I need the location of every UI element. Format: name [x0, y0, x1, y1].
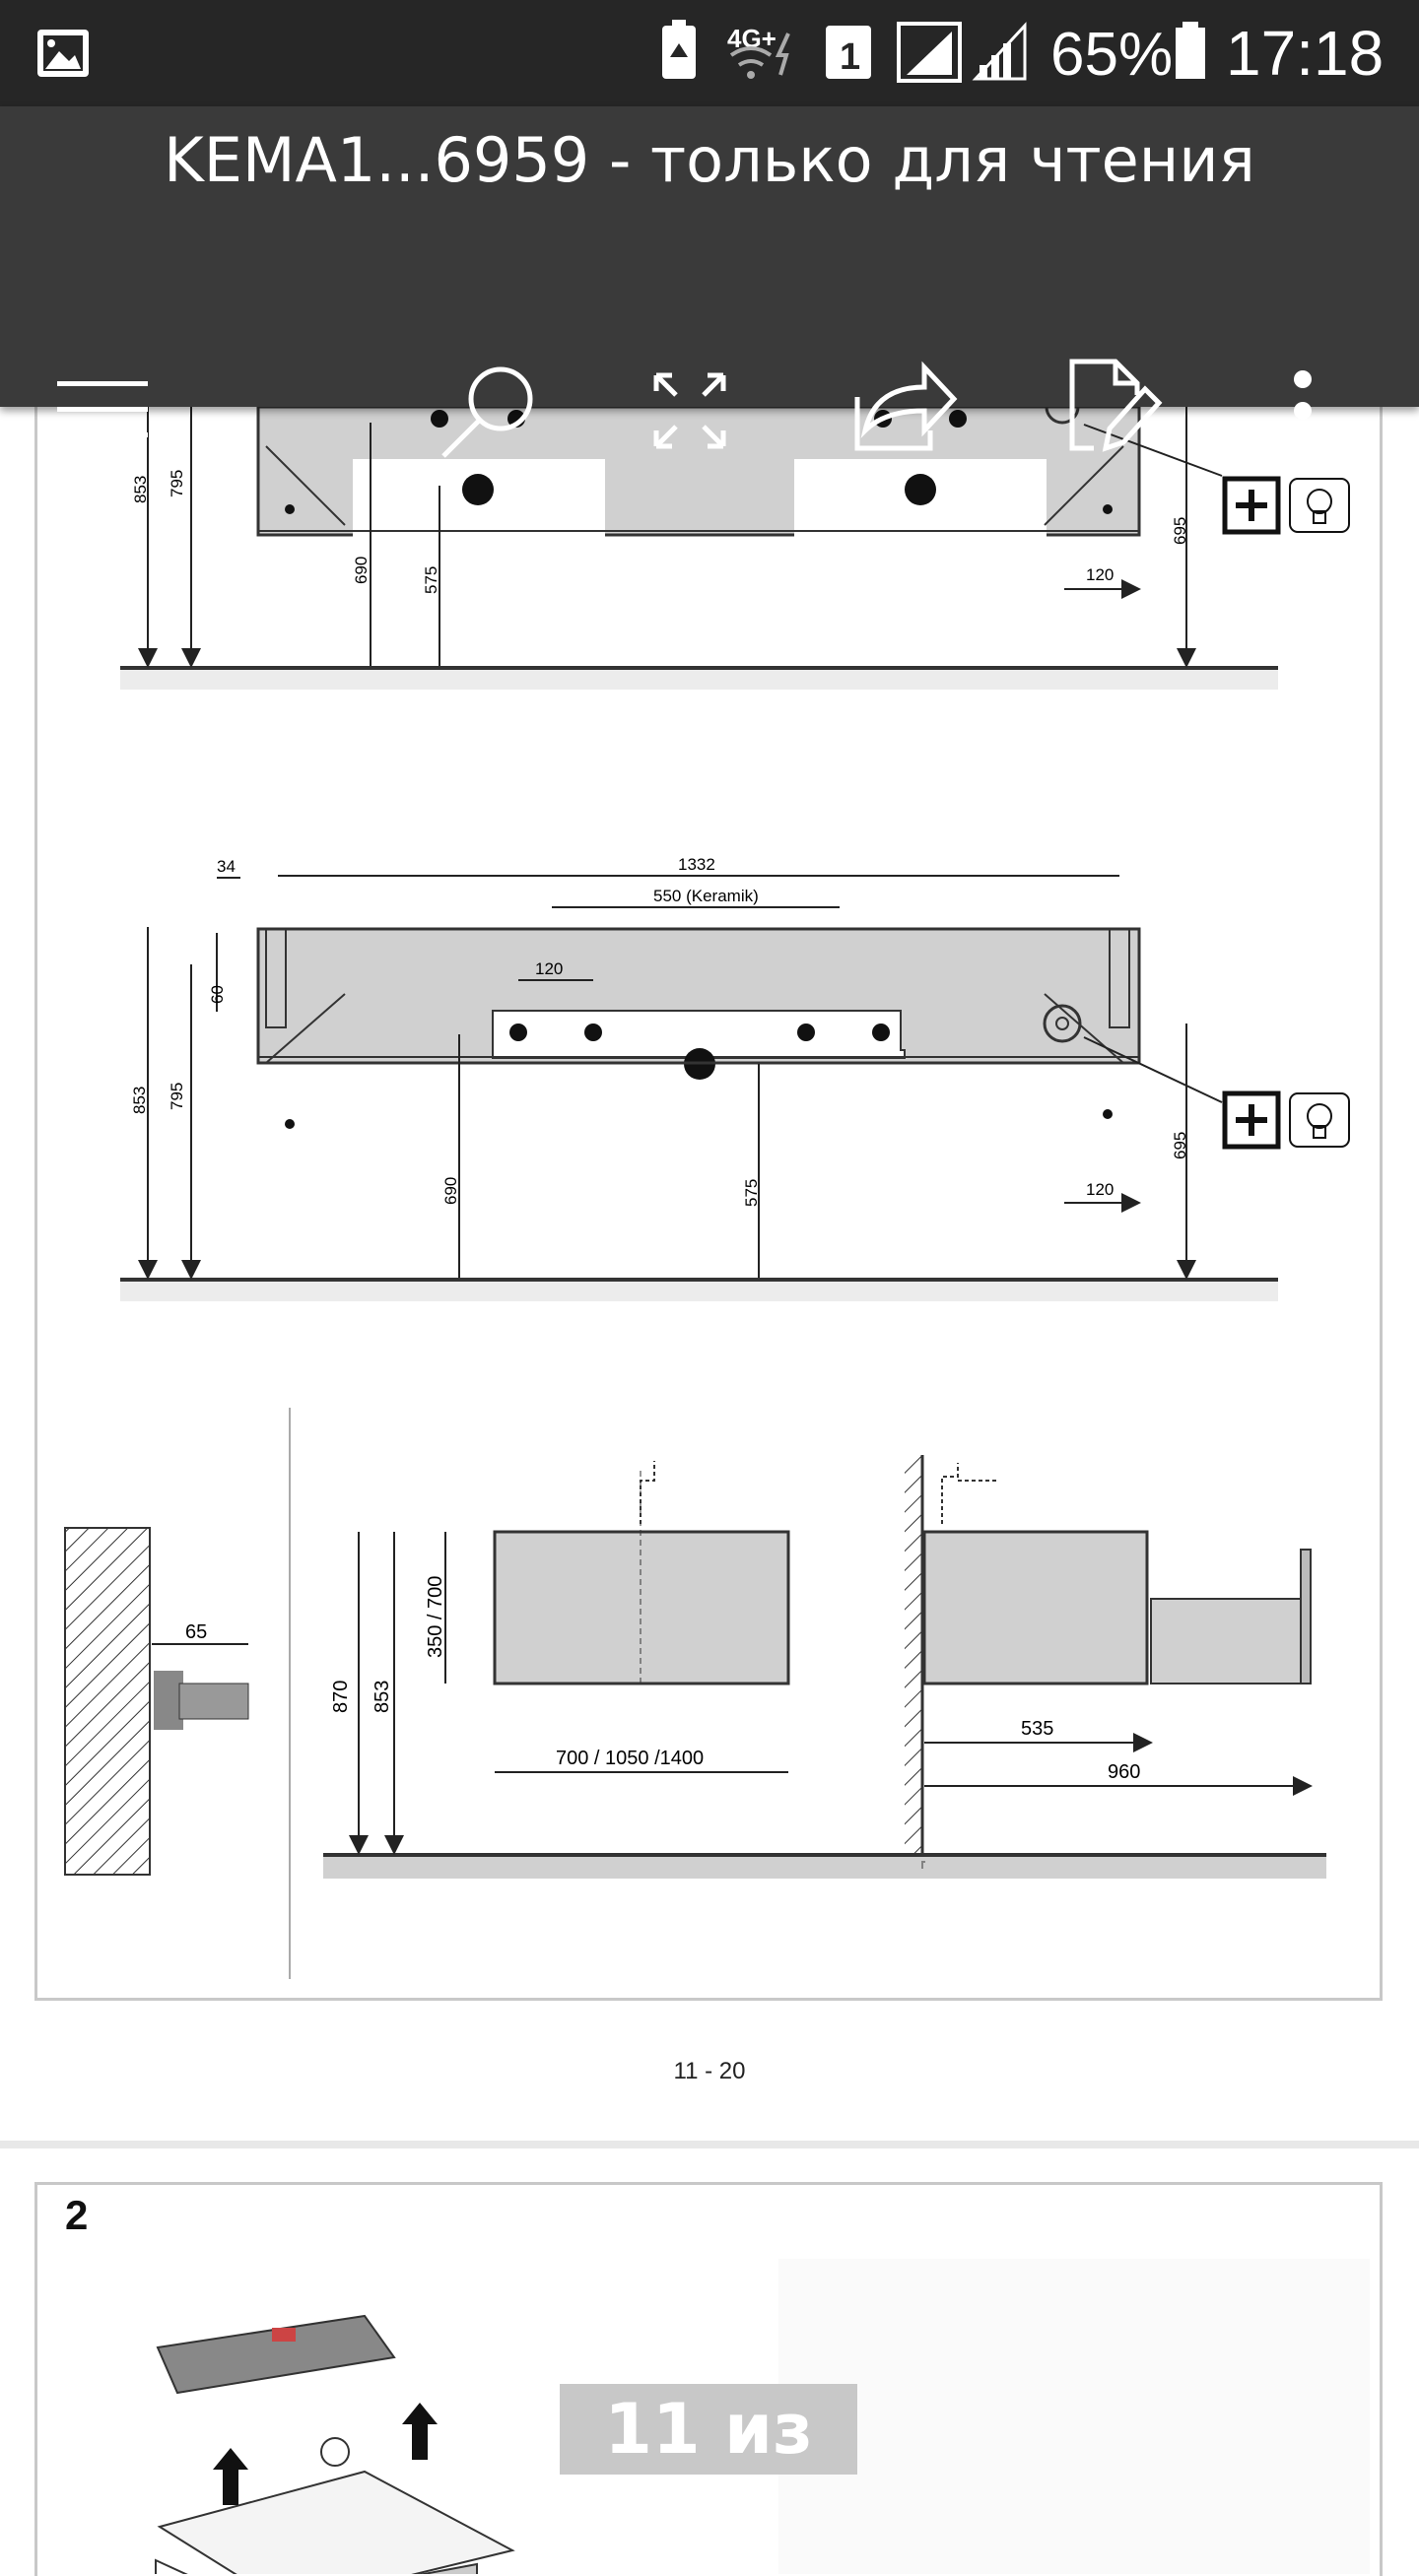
dim-label: 550 (Keramik): [653, 887, 759, 905]
signal-icon-2: [976, 26, 1025, 79]
dim-label: 60: [208, 985, 227, 1004]
gallery-notification-icon: [37, 30, 89, 77]
page-indicator: 11 из 20: [560, 2384, 857, 2475]
dim-label: 700 / 1050 /1400: [556, 1748, 705, 1769]
more-icon[interactable]: [1294, 370, 1312, 451]
battery-saver-icon: [662, 20, 696, 79]
battery-percent: 65%: [1050, 21, 1174, 89]
battery-icon: [1176, 22, 1205, 79]
dim-label: 795: [168, 469, 186, 497]
dim-label: 1332: [678, 855, 715, 874]
dim-label: 535: [1021, 1718, 1054, 1740]
share-icon[interactable]: [857, 367, 954, 448]
dim-label: 695: [1171, 1131, 1189, 1159]
dim-label: 690: [441, 1176, 460, 1205]
network-type-label: 4G+: [727, 24, 777, 53]
signal-icon-1: [899, 24, 960, 81]
sim-icon: [826, 26, 871, 79]
dim-label: 960: [1108, 1761, 1141, 1783]
document-title: KEMA1...6959 - только для чтения: [164, 124, 1255, 196]
sim-label: 1: [840, 36, 861, 78]
dim-label: 870: [330, 1680, 352, 1713]
dim-label: 853: [130, 1086, 149, 1114]
search-icon[interactable]: [443, 369, 530, 456]
dim-label: 575: [742, 1178, 761, 1207]
fullscreen-icon[interactable]: [656, 375, 723, 446]
dim-label: 853: [131, 475, 150, 503]
dim-label: 695: [1171, 516, 1189, 545]
dim-label: 120: [535, 959, 564, 978]
dim-label: 853: [372, 1680, 393, 1713]
dim-label: 120: [1086, 1180, 1115, 1199]
drawer-side-view: [0, 407, 1419, 2022]
page-separator: [0, 2141, 1419, 2148]
step-number: 2: [65, 2192, 89, 2238]
app-bar: [0, 106, 1419, 407]
dim-label: 795: [168, 1082, 186, 1110]
document-viewer[interactable]: [0, 407, 1419, 2560]
dim-label: 350 / 700: [425, 1575, 446, 1658]
dim-label: 34: [217, 857, 236, 876]
dim-label: 575: [422, 565, 440, 594]
page-number-label: 11 - 20: [673, 2058, 746, 2084]
status-bar: [0, 0, 1419, 106]
clock: 17:18: [1226, 18, 1385, 89]
dim-label: 120: [1086, 565, 1115, 584]
dim-label: 65: [185, 1621, 208, 1643]
menu-icon[interactable]: [57, 381, 148, 437]
edit-icon[interactable]: [1072, 362, 1159, 448]
dim-label: 690: [352, 556, 371, 584]
